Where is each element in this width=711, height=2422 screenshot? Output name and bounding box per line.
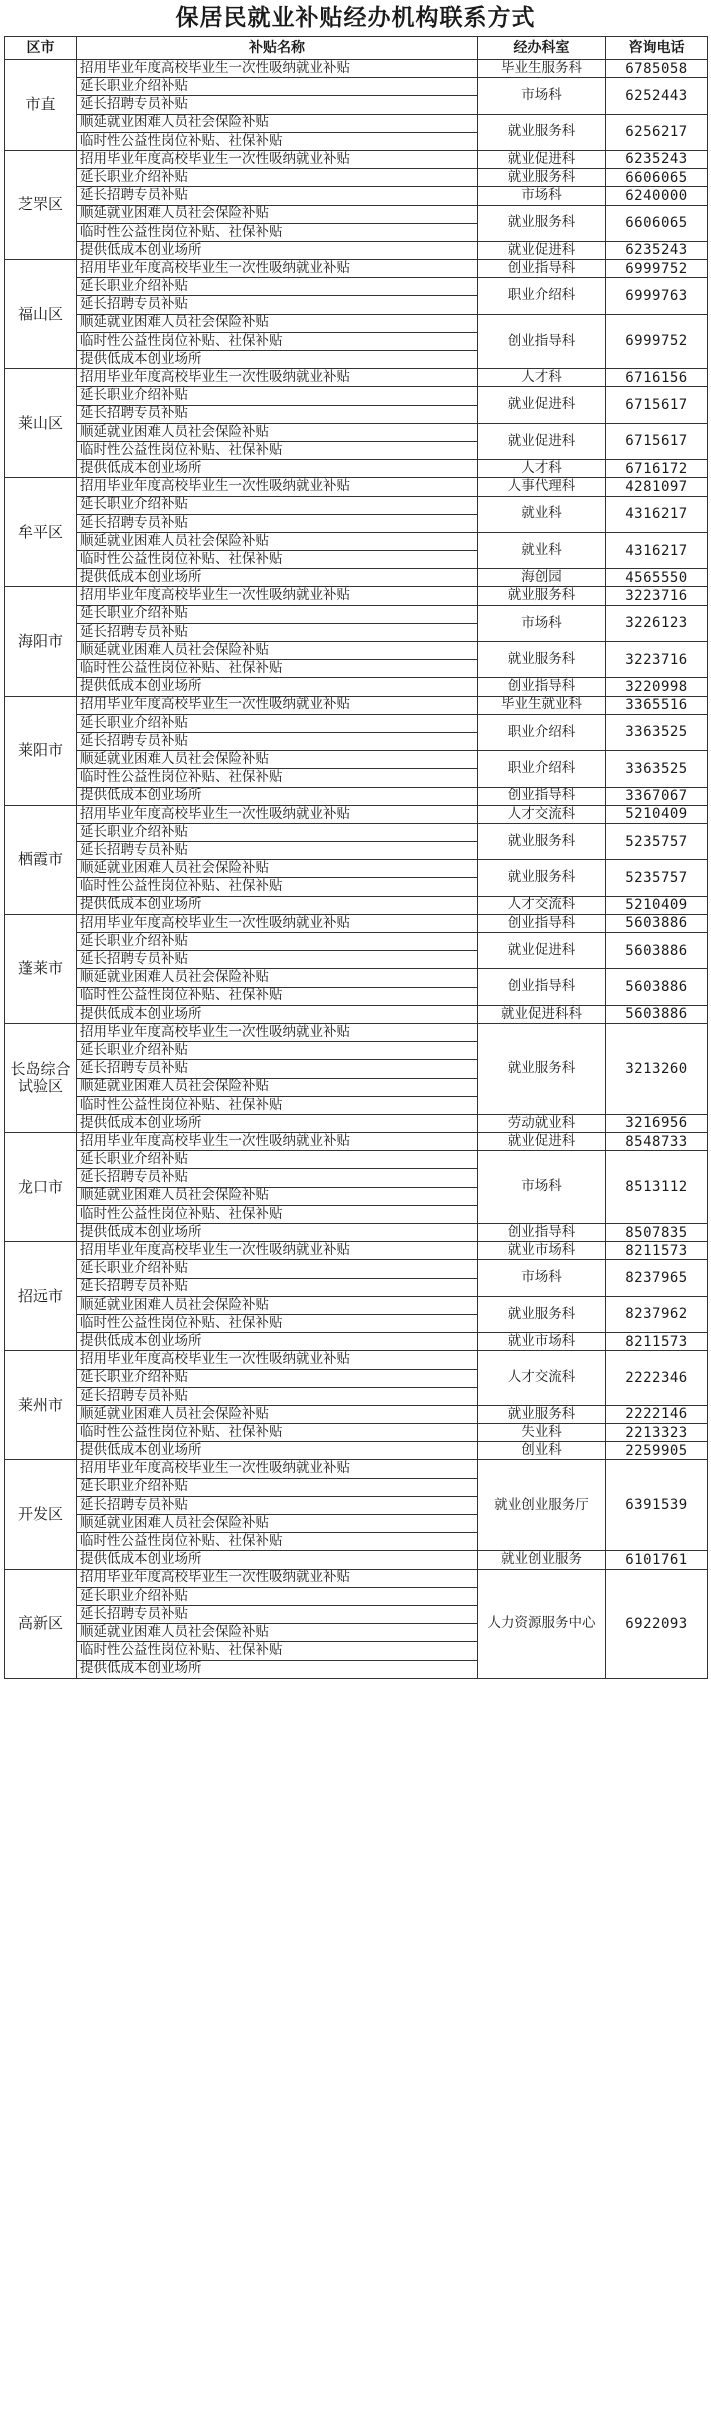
subsidy-name-cell: 延长招聘专员补贴 xyxy=(77,951,478,969)
table-row xyxy=(5,933,708,951)
phone-cell: 6240000 xyxy=(606,187,708,205)
phone-cell: 6715617 xyxy=(606,387,708,423)
contact-table xyxy=(4,36,708,1679)
office-cell: 就业服务科 xyxy=(478,169,606,187)
subsidy-name-cell: 临时性公益性岗位补贴、社保补贴 xyxy=(77,1642,478,1660)
office-cell: 就业促进科 xyxy=(478,387,606,423)
subsidy-name-cell: 提供低成本创业场所 xyxy=(77,460,478,478)
district-cell: 栖霞市 xyxy=(5,805,77,914)
subsidy-name-cell: 招用毕业年度高校毕业生一次性吸纳就业补贴 xyxy=(77,696,478,714)
table-row xyxy=(5,169,708,187)
office-cell: 创业指导科 xyxy=(478,969,606,1005)
page-title: 保居民就业补贴经办机构联系方式 xyxy=(175,5,536,31)
subsidy-name-cell: 延长招聘专员补贴 xyxy=(77,1060,478,1078)
subsidy-name-cell: 临时性公益性岗位补贴、社保补贴 xyxy=(77,660,478,678)
phone-cell: 6252443 xyxy=(606,78,708,114)
district-cell: 长岛综合试验区 xyxy=(5,1023,77,1132)
subsidy-name-cell: 提供低成本创业场所 xyxy=(77,351,478,369)
subsidy-name-cell: 招用毕业年度高校毕业生一次性吸纳就业补贴 xyxy=(77,1351,478,1369)
phone-cell: 6999752 xyxy=(606,260,708,278)
table-row xyxy=(5,569,708,587)
subsidy-name-cell: 提供低成本创业场所 xyxy=(77,787,478,805)
phone-cell: 5603886 xyxy=(606,1005,708,1023)
office-cell: 人才交流科 xyxy=(478,1351,606,1406)
subsidy-name-cell: 延长职业介绍补贴 xyxy=(77,169,478,187)
header-subsidy: 补贴名称 xyxy=(77,37,478,60)
subsidy-name-cell: 提供低成本创业场所 xyxy=(77,1224,478,1242)
table-row xyxy=(5,1114,708,1132)
subsidy-name-cell: 顺延就业困难人员社会保险补贴 xyxy=(77,642,478,660)
table-row xyxy=(5,1351,708,1369)
table-row xyxy=(5,1333,708,1351)
table-row xyxy=(5,696,708,714)
subsidy-name-cell: 顺延就业困难人员社会保险补贴 xyxy=(77,860,478,878)
office-cell: 海创园 xyxy=(478,569,606,587)
phone-cell: 6716172 xyxy=(606,460,708,478)
subsidy-name-cell: 延长招聘专员补贴 xyxy=(77,514,478,532)
table-row xyxy=(5,241,708,259)
office-cell: 就业创业服务厅 xyxy=(478,1460,606,1551)
table-row xyxy=(5,1405,708,1423)
subsidy-name-cell: 延长招聘专员补贴 xyxy=(77,732,478,750)
office-cell: 就业创业服务 xyxy=(478,1551,606,1569)
phone-cell: 8548733 xyxy=(606,1133,708,1151)
subsidy-name-cell: 招用毕业年度高校毕业生一次性吸纳就业补贴 xyxy=(77,150,478,168)
phone-cell: 6606065 xyxy=(606,205,708,241)
subsidy-name-cell: 临时性公益性岗位补贴、社保补贴 xyxy=(77,1424,478,1442)
subsidy-name-cell: 临时性公益性岗位补贴、社保补贴 xyxy=(77,441,478,459)
phone-cell: 3213260 xyxy=(606,1023,708,1114)
district-cell: 牟平区 xyxy=(5,478,77,587)
office-cell: 毕业生服务科 xyxy=(478,60,606,78)
phone-cell: 4316217 xyxy=(606,496,708,532)
office-cell: 就业促进科 xyxy=(478,423,606,459)
subsidy-name-cell: 临时性公益性岗位补贴、社保补贴 xyxy=(77,1096,478,1114)
table-row xyxy=(5,423,708,441)
office-cell: 就业服务科 xyxy=(478,642,606,678)
table-row xyxy=(5,1242,708,1260)
subsidy-name-cell: 招用毕业年度高校毕业生一次性吸纳就业补贴 xyxy=(77,1460,478,1478)
subsidy-name-cell: 延长职业介绍补贴 xyxy=(77,605,478,623)
table-row xyxy=(5,751,708,769)
phone-cell: 8507835 xyxy=(606,1224,708,1242)
subsidy-name-cell: 提供低成本创业场所 xyxy=(77,1114,478,1132)
subsidy-name-cell: 延长招聘专员补贴 xyxy=(77,623,478,641)
phone-cell: 5210409 xyxy=(606,896,708,914)
table-row xyxy=(5,1460,708,1478)
phone-cell: 5603886 xyxy=(606,914,708,932)
district-cell: 莱州市 xyxy=(5,1351,77,1460)
phone-cell: 6606065 xyxy=(606,169,708,187)
office-cell: 失业科 xyxy=(478,1424,606,1442)
phone-cell: 6999763 xyxy=(606,278,708,314)
phone-cell: 3226123 xyxy=(606,605,708,641)
table-row xyxy=(5,1260,708,1278)
phone-cell: 4281097 xyxy=(606,478,708,496)
phone-cell: 6716156 xyxy=(606,369,708,387)
subsidy-name-cell: 顺延就业困难人员社会保险补贴 xyxy=(77,114,478,132)
subsidy-name-cell: 临时性公益性岗位补贴、社保补贴 xyxy=(77,987,478,1005)
district-cell: 蓬莱市 xyxy=(5,914,77,1023)
phone-cell: 6715617 xyxy=(606,423,708,459)
subsidy-name-cell: 延长职业介绍补贴 xyxy=(77,387,478,405)
office-cell: 就业服务科 xyxy=(478,587,606,605)
phone-cell: 3223716 xyxy=(606,642,708,678)
office-cell: 就业促进科科 xyxy=(478,1005,606,1023)
phone-cell: 6235243 xyxy=(606,150,708,168)
subsidy-name-cell: 延长职业介绍补贴 xyxy=(77,1042,478,1060)
district-cell: 龙口市 xyxy=(5,1133,77,1242)
subsidy-name-cell: 延长招聘专员补贴 xyxy=(77,405,478,423)
table-row xyxy=(5,787,708,805)
phone-cell: 3216956 xyxy=(606,1114,708,1132)
phone-cell: 3365516 xyxy=(606,696,708,714)
table-row xyxy=(5,860,708,878)
office-cell: 人才交流科 xyxy=(478,896,606,914)
table-row xyxy=(5,205,708,223)
table-row xyxy=(5,1005,708,1023)
subsidy-name-cell: 顺延就业困难人员社会保险补贴 xyxy=(77,314,478,332)
office-cell: 市场科 xyxy=(478,605,606,641)
table-row xyxy=(5,532,708,550)
subsidy-name-cell: 延长职业介绍补贴 xyxy=(77,78,478,96)
subsidy-name-cell: 临时性公益性岗位补贴、社保补贴 xyxy=(77,223,478,241)
subsidy-name-cell: 临时性公益性岗位补贴、社保补贴 xyxy=(77,332,478,350)
table-row xyxy=(5,1424,708,1442)
subsidy-name-cell: 招用毕业年度高校毕业生一次性吸纳就业补贴 xyxy=(77,1242,478,1260)
office-cell: 就业服务科 xyxy=(478,205,606,241)
office-cell: 人力资源服务中心 xyxy=(478,1569,606,1678)
table-row xyxy=(5,496,708,514)
header-row xyxy=(5,37,708,60)
subsidy-name-cell: 延长职业介绍补贴 xyxy=(77,1478,478,1496)
phone-cell: 5210409 xyxy=(606,805,708,823)
phone-cell: 8211573 xyxy=(606,1242,708,1260)
office-cell: 就业科 xyxy=(478,496,606,532)
header-phone: 咨询电话 xyxy=(606,37,708,60)
phone-cell: 6101761 xyxy=(606,1551,708,1569)
subsidy-name-cell: 顺延就业困难人员社会保险补贴 xyxy=(77,205,478,223)
subsidy-name-cell: 延长招聘专员补贴 xyxy=(77,1169,478,1187)
table-row xyxy=(5,478,708,496)
table-row xyxy=(5,587,708,605)
office-cell: 创业指导科 xyxy=(478,914,606,932)
subsidy-name-cell: 提供低成本创业场所 xyxy=(77,1442,478,1460)
table-row xyxy=(5,914,708,932)
table-row xyxy=(5,150,708,168)
subsidy-name-cell: 招用毕业年度高校毕业生一次性吸纳就业补贴 xyxy=(77,1023,478,1041)
subsidy-name-cell: 延长招聘专员补贴 xyxy=(77,1496,478,1514)
phone-cell: 8211573 xyxy=(606,1333,708,1351)
phone-cell: 2222346 xyxy=(606,1351,708,1406)
subsidy-name-cell: 延长职业介绍补贴 xyxy=(77,278,478,296)
office-cell: 职业介绍科 xyxy=(478,278,606,314)
phone-cell: 3363525 xyxy=(606,751,708,787)
phone-cell: 5235757 xyxy=(606,860,708,896)
phone-cell: 3363525 xyxy=(606,714,708,750)
table-row xyxy=(5,678,708,696)
subsidy-name-cell: 临时性公益性岗位补贴、社保补贴 xyxy=(77,769,478,787)
office-cell: 就业市场科 xyxy=(478,1333,606,1351)
subsidy-name-cell: 延长招聘专员补贴 xyxy=(77,1605,478,1623)
table-row xyxy=(5,1569,708,1587)
subsidy-name-cell: 招用毕业年度高校毕业生一次性吸纳就业补贴 xyxy=(77,60,478,78)
office-cell: 创业指导科 xyxy=(478,260,606,278)
phone-cell: 6256217 xyxy=(606,114,708,150)
subsidy-name-cell: 顺延就业困难人员社会保险补贴 xyxy=(77,1515,478,1533)
table-row xyxy=(5,605,708,623)
table-row xyxy=(5,369,708,387)
subsidy-name-cell: 招用毕业年度高校毕业生一次性吸纳就业补贴 xyxy=(77,260,478,278)
phone-cell: 6785058 xyxy=(606,60,708,78)
table-row xyxy=(5,1442,708,1460)
district-cell: 莱阳市 xyxy=(5,696,77,805)
table-row xyxy=(5,60,708,78)
phone-cell: 6922093 xyxy=(606,1569,708,1678)
subsidy-name-cell: 延长职业介绍补贴 xyxy=(77,1369,478,1387)
table-row xyxy=(5,114,708,132)
office-cell: 创业指导科 xyxy=(478,1224,606,1242)
header-office: 经办科室 xyxy=(478,37,606,60)
subsidy-name-cell: 顺延就业困难人员社会保险补贴 xyxy=(77,532,478,550)
office-cell: 就业促进科 xyxy=(478,1133,606,1151)
subsidy-name-cell: 顺延就业困难人员社会保险补贴 xyxy=(77,423,478,441)
subsidy-name-cell: 临时性公益性岗位补贴、社保补贴 xyxy=(77,1205,478,1223)
subsidy-name-cell: 延长招聘专员补贴 xyxy=(77,96,478,114)
table-row xyxy=(5,823,708,841)
phone-cell: 5235757 xyxy=(606,823,708,859)
table-row xyxy=(5,969,708,987)
table-row xyxy=(5,314,708,332)
subsidy-name-cell: 提供低成本创业场所 xyxy=(77,1333,478,1351)
district-cell: 福山区 xyxy=(5,260,77,369)
office-cell: 就业服务科 xyxy=(478,1405,606,1423)
phone-cell: 2222146 xyxy=(606,1405,708,1423)
phone-cell: 2259905 xyxy=(606,1442,708,1460)
subsidy-name-cell: 招用毕业年度高校毕业生一次性吸纳就业补贴 xyxy=(77,805,478,823)
office-cell: 市场科 xyxy=(478,1260,606,1296)
district-cell: 芝罘区 xyxy=(5,150,77,259)
subsidy-name-cell: 延长招聘专员补贴 xyxy=(77,296,478,314)
subsidy-name-cell: 延长职业介绍补贴 xyxy=(77,1587,478,1605)
table-body xyxy=(5,60,708,1679)
phone-cell: 3367067 xyxy=(606,787,708,805)
table-row xyxy=(5,187,708,205)
subsidy-name-cell: 临时性公益性岗位补贴、社保补贴 xyxy=(77,132,478,150)
subsidy-name-cell: 延长招聘专员补贴 xyxy=(77,1387,478,1405)
office-cell: 创业指导科 xyxy=(478,787,606,805)
subsidy-name-cell: 延长招聘专员补贴 xyxy=(77,187,478,205)
subsidy-name-cell: 招用毕业年度高校毕业生一次性吸纳就业补贴 xyxy=(77,914,478,932)
subsidy-name-cell: 延长职业介绍补贴 xyxy=(77,714,478,732)
table-row xyxy=(5,805,708,823)
phone-cell: 8513112 xyxy=(606,1151,708,1224)
phone-cell: 6999752 xyxy=(606,314,708,369)
table-row xyxy=(5,387,708,405)
phone-cell: 5603886 xyxy=(606,933,708,969)
office-cell: 就业服务科 xyxy=(478,823,606,859)
phone-cell: 3220998 xyxy=(606,678,708,696)
office-cell: 劳动就业科 xyxy=(478,1114,606,1132)
office-cell: 职业介绍科 xyxy=(478,751,606,787)
phone-cell: 3223716 xyxy=(606,587,708,605)
subsidy-name-cell: 招用毕业年度高校毕业生一次性吸纳就业补贴 xyxy=(77,1569,478,1587)
table-row xyxy=(5,642,708,660)
phone-cell: 4316217 xyxy=(606,532,708,568)
office-cell: 创业科 xyxy=(478,1442,606,1460)
table-row xyxy=(5,260,708,278)
table-row xyxy=(5,1133,708,1151)
subsidy-name-cell: 提供低成本创业场所 xyxy=(77,896,478,914)
subsidy-name-cell: 提供低成本创业场所 xyxy=(77,1005,478,1023)
subsidy-name-cell: 临时性公益性岗位补贴、社保补贴 xyxy=(77,878,478,896)
subsidy-name-cell: 临时性公益性岗位补贴、社保补贴 xyxy=(77,1314,478,1332)
district-cell: 高新区 xyxy=(5,1569,77,1678)
subsidy-name-cell: 顺延就业困难人员社会保险补贴 xyxy=(77,1078,478,1096)
subsidy-name-cell: 招用毕业年度高校毕业生一次性吸纳就业补贴 xyxy=(77,1133,478,1151)
subsidy-name-cell: 延长招聘专员补贴 xyxy=(77,1278,478,1296)
table-row xyxy=(5,896,708,914)
table-row xyxy=(5,1151,708,1169)
subsidy-name-cell: 提供低成本创业场所 xyxy=(77,678,478,696)
phone-cell: 2213323 xyxy=(606,1424,708,1442)
subsidy-name-cell: 延长职业介绍补贴 xyxy=(77,823,478,841)
table-row xyxy=(5,1023,708,1041)
phone-cell: 5603886 xyxy=(606,969,708,1005)
table-row xyxy=(5,1551,708,1569)
office-cell: 人才科 xyxy=(478,460,606,478)
district-cell: 开发区 xyxy=(5,1460,77,1569)
table-row xyxy=(5,1224,708,1242)
office-cell: 人才科 xyxy=(478,369,606,387)
subsidy-name-cell: 提供低成本创业场所 xyxy=(77,1660,478,1678)
office-cell: 就业服务科 xyxy=(478,860,606,896)
subsidy-name-cell: 延长职业介绍补贴 xyxy=(77,933,478,951)
subsidy-name-cell: 顺延就业困难人员社会保险补贴 xyxy=(77,1624,478,1642)
subsidy-name-cell: 提供低成本创业场所 xyxy=(77,1551,478,1569)
subsidy-name-cell: 提供低成本创业场所 xyxy=(77,241,478,259)
office-cell: 就业促进科 xyxy=(478,933,606,969)
table-row xyxy=(5,714,708,732)
office-cell: 就业科 xyxy=(478,532,606,568)
subsidy-name-cell: 延长职业介绍补贴 xyxy=(77,496,478,514)
phone-cell: 4565550 xyxy=(606,569,708,587)
office-cell: 就业服务科 xyxy=(478,1023,606,1114)
subsidy-name-cell: 招用毕业年度高校毕业生一次性吸纳就业补贴 xyxy=(77,587,478,605)
office-cell: 就业促进科 xyxy=(478,150,606,168)
office-cell: 创业指导科 xyxy=(478,678,606,696)
office-cell: 市场科 xyxy=(478,78,606,114)
subsidy-name-cell: 延长招聘专员补贴 xyxy=(77,842,478,860)
office-cell: 就业服务科 xyxy=(478,1296,606,1332)
phone-cell: 6391539 xyxy=(606,1460,708,1551)
subsidy-name-cell: 顺延就业困难人员社会保险补贴 xyxy=(77,969,478,987)
subsidy-name-cell: 延长职业介绍补贴 xyxy=(77,1260,478,1278)
office-cell: 就业促进科 xyxy=(478,241,606,259)
office-cell: 就业市场科 xyxy=(478,1242,606,1260)
table-row xyxy=(5,78,708,96)
phone-cell: 6235243 xyxy=(606,241,708,259)
office-cell: 毕业生就业科 xyxy=(478,696,606,714)
header-district: 区市 xyxy=(5,37,77,60)
subsidy-name-cell: 延长职业介绍补贴 xyxy=(77,1151,478,1169)
table-row xyxy=(5,1296,708,1314)
subsidy-name-cell: 顺延就业困难人员社会保险补贴 xyxy=(77,751,478,769)
subsidy-name-cell: 提供低成本创业场所 xyxy=(77,569,478,587)
subsidy-name-cell: 顺延就业困难人员社会保险补贴 xyxy=(77,1405,478,1423)
subsidy-name-cell: 顺延就业困难人员社会保险补贴 xyxy=(77,1296,478,1314)
phone-cell: 8237962 xyxy=(606,1296,708,1332)
subsidy-name-cell: 招用毕业年度高校毕业生一次性吸纳就业补贴 xyxy=(77,369,478,387)
district-cell: 市直 xyxy=(5,60,77,151)
table-row xyxy=(5,460,708,478)
office-cell: 市场科 xyxy=(478,187,606,205)
office-cell: 人事代理科 xyxy=(478,478,606,496)
office-cell: 就业服务科 xyxy=(478,114,606,150)
subsidy-name-cell: 顺延就业困难人员社会保险补贴 xyxy=(77,1187,478,1205)
phone-cell: 8237965 xyxy=(606,1260,708,1296)
subsidy-name-cell: 临时性公益性岗位补贴、社保补贴 xyxy=(77,1533,478,1551)
district-cell: 莱山区 xyxy=(5,369,77,478)
table-row xyxy=(5,278,708,296)
office-cell: 职业介绍科 xyxy=(478,714,606,750)
subsidy-name-cell: 招用毕业年度高校毕业生一次性吸纳就业补贴 xyxy=(77,478,478,496)
district-cell: 海阳市 xyxy=(5,587,77,696)
office-cell: 创业指导科 xyxy=(478,314,606,369)
district-cell: 招远市 xyxy=(5,1242,77,1351)
subsidy-name-cell: 临时性公益性岗位补贴、社保补贴 xyxy=(77,551,478,569)
office-cell: 市场科 xyxy=(478,1151,606,1224)
office-cell: 人才交流科 xyxy=(478,805,606,823)
